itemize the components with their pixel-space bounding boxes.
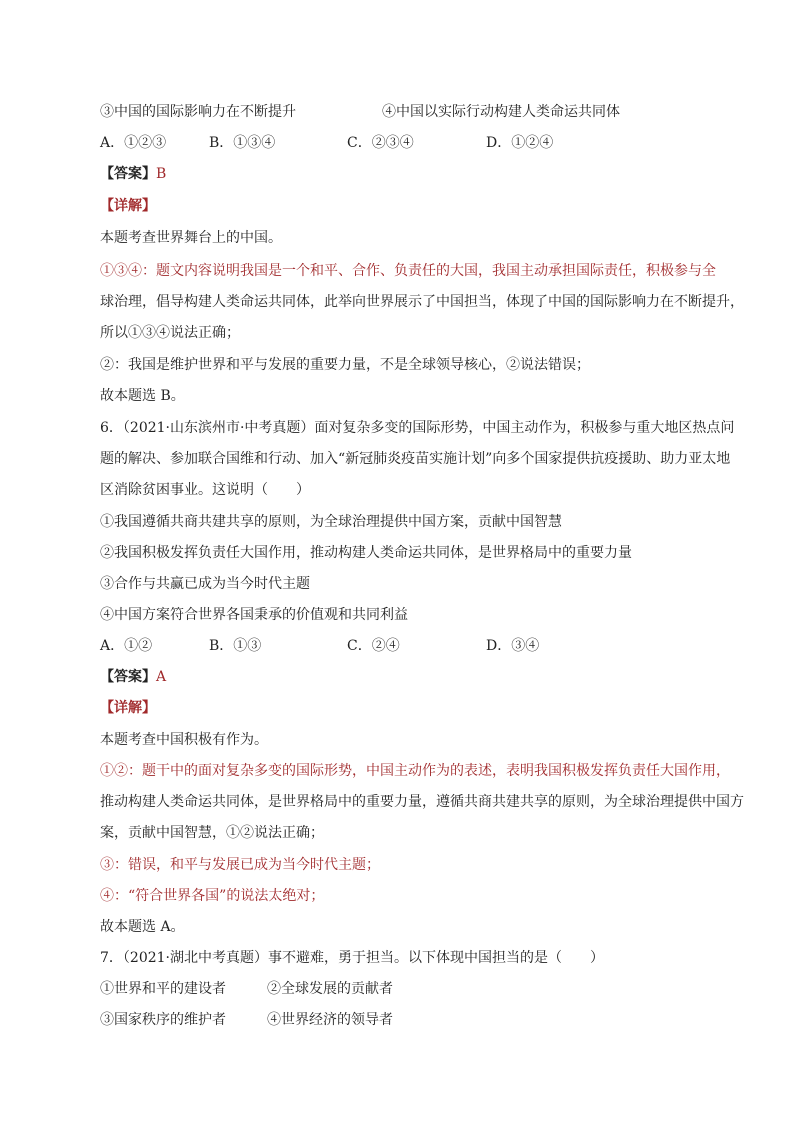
q5-explain-line-2: 球治理，倡导构建人类命运共同体，此举向世界展示了中国担当，体现了中国的国际影响力在不断提升， <box>100 294 744 310</box>
answer-value: B <box>156 166 167 182</box>
q5-conclusion: 故本题选 B。 <box>100 388 185 404</box>
q6-stem-line-1: 6．（2021·山东滨州市·中考真题）面对复杂多变的国际形势，中国主动作为，积极参与重大地区热点问 <box>100 420 735 436</box>
q6-explain-line-4: ③：错误，和平与发展已成为当今时代主题； <box>100 857 380 873</box>
q6-stem-line-2: 题的解决、参加联合国维和行动、加入“新冠肺炎疫苗实施计划”向多个国家提供抗疫援助、助力亚太地 <box>100 451 731 467</box>
q6-option-b: B．①③ <box>209 638 262 654</box>
q7-stem: 7．（2021·湖北中考真题）事不避难，勇于担当。以下体现中国担当的是（ ） <box>100 950 604 966</box>
q5-option-a: A．①②③ <box>100 135 167 151</box>
q5-topic: 本题考查世界舞台上的中国。 <box>100 230 282 246</box>
q6-stem-line-3: 区消除贫困事业。这说明（ ） <box>100 482 310 498</box>
q5-explain-line-1: ①③④：题文内容说明我国是一个和平、合作、负责任的大国，我国主动承担国际责任，积极参与全 <box>100 263 716 279</box>
q5-item4: ④中国以实际行动构建人类命运共同体 <box>382 104 620 120</box>
q5-answer <box>100 164 166 184</box>
q5-explain-line-3: 所以①③④说法正确； <box>100 325 240 341</box>
q5-option-d: D．①②④ <box>486 135 554 151</box>
q7-item-3: ③国家秩序的维护者 <box>100 1012 226 1028</box>
q6-topic: 本题考查中国积极有作为。 <box>100 732 268 748</box>
q5-option-b: B．①③④ <box>209 135 276 151</box>
q6-item-3: ③合作与共赢已成为当今时代主题 <box>100 576 310 592</box>
q6-item-1: ①我国遵循共商共建共享的原则，为全球治理提供中国方案，贡献中国智慧 <box>100 514 562 530</box>
answer-value: A <box>156 669 167 685</box>
q6-answer <box>100 667 166 687</box>
q6-explain-line-1: ①②：题干中的面对复杂多变的国际形势，中国主动作为的表述，表明我国积极发挥负责任大国作用， <box>100 763 730 779</box>
q7-item-4: ④世界经济的领导者 <box>267 1012 393 1028</box>
q6-option-a: A．①② <box>100 638 153 654</box>
q6-detail-label: 【详解】 <box>100 700 156 716</box>
q6-item-4: ④中国方案符合世界各国秉承的价值观和共同利益 <box>100 607 408 623</box>
q5-item3: ③中国的国际影响力在不断提升 <box>100 104 296 120</box>
q5-detail-label: 【详解】 <box>100 198 156 214</box>
answer-label: 【答案】 <box>100 669 156 685</box>
q6-option-c: C．②④ <box>347 638 400 654</box>
q6-option-d: D．③④ <box>486 638 540 654</box>
q7-item-2: ②全球发展的贡献者 <box>267 981 393 997</box>
q6-explain-line-5: ④：“符合世界各国”的说法太绝对； <box>100 888 325 904</box>
answer-label: 【答案】 <box>100 166 156 182</box>
q6-conclusion: 故本题选 A。 <box>100 919 185 935</box>
q6-item-2: ②我国积极发挥负责任大国作用，推动构建人类命运共同体，是世界格局中的重要力量 <box>100 545 632 561</box>
q7-item-1: ①世界和平的建设者 <box>100 981 226 997</box>
q5-explain-line-4: ②：我国是维护世界和平与发展的重要力量，不是全球领导核心，②说法错误； <box>100 357 590 373</box>
q5-option-c: C．②③④ <box>347 135 414 151</box>
q6-explain-line-2: 推动构建人类命运共同体，是世界格局中的重要力量，遵循共商共建共享的原则，为全球治理提供中国方 <box>100 794 744 810</box>
q6-explain-line-3: 案，贡献中国智慧，①②说法正确； <box>100 825 324 841</box>
